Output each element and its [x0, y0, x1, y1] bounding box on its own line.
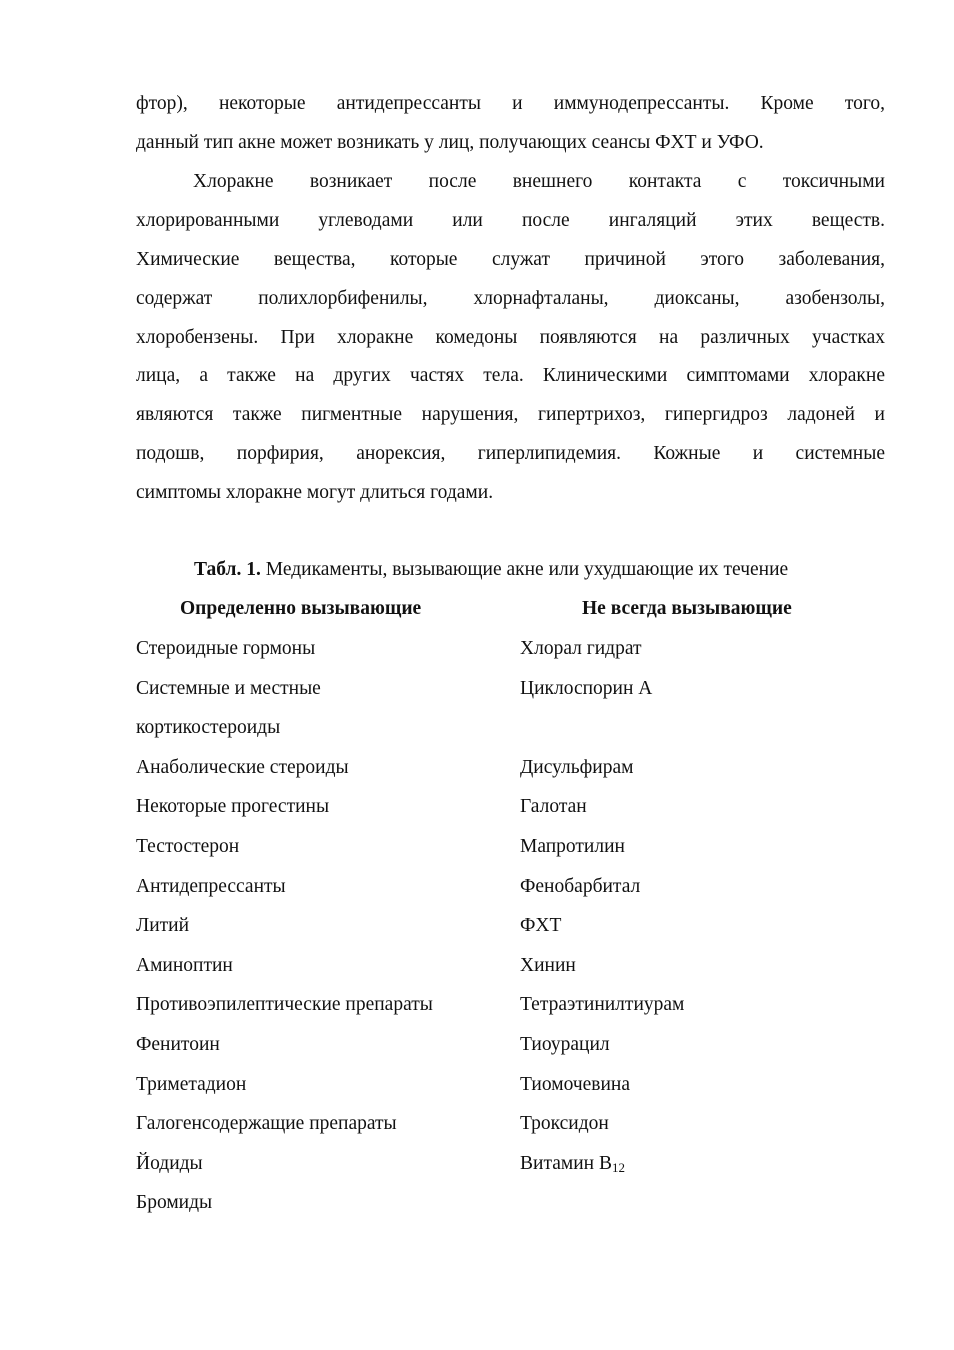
table-cell-vitamin: [520, 1144, 890, 1184]
paragraph-line: подошв, порфирия, анорексия, гиперлипидемия. Кожные и системные: [136, 443, 885, 465]
table-cell: Галотан: [520, 796, 587, 818]
table-cell: Триметадион: [136, 1073, 247, 1095]
table-cell: Аминоптин: [136, 954, 233, 976]
table-cell: Противоэпилептические препараты: [136, 994, 433, 1016]
table-cell: Тестостерон: [136, 835, 240, 857]
table-cell: Троксидон: [520, 1113, 609, 1135]
table-cell: Стероидные гормоны: [136, 638, 316, 659]
table-cell: Анаболические стероиды: [136, 756, 349, 778]
table-cell: Литий: [136, 915, 190, 937]
paragraph-1: [136, 85, 885, 163]
table-cell: Дисульфирам: [520, 756, 634, 778]
paragraph-line: являются также пигментные нарушения, гипертрихоз, гипергидроз ладоней и: [136, 404, 885, 426]
paragraph-line: Химические вещества, которые служат причиной этого заболевания,: [136, 248, 885, 270]
paragraph-line: фтор), некоторые антидепрессанты и иммунодепрессанты. Кроме того,: [136, 93, 885, 114]
table-cell: Фенобарбитал: [520, 875, 641, 897]
paragraph-line: хлоробензены. При хлоракне комедоны появляются на различных участках: [136, 326, 885, 348]
table-cell: Тиоурацил: [520, 1033, 610, 1055]
table-cell: Системные и местные кортикостероиды: [136, 677, 321, 739]
table-header-definite: Определенно вызывающие: [180, 598, 422, 619]
paragraph-line: хлорированными углеводами или после ингаляций этих веществ.: [136, 209, 885, 231]
paragraph-2: [136, 163, 885, 513]
paragraph-line: данный тип акне может возникать у лиц, получающих сеансы ФХТ и УФО.: [136, 131, 764, 153]
vitamin-subscript: 12: [611, 1159, 625, 1175]
table-header-not-always: Не всегда вызывающие: [582, 598, 792, 619]
table-cell: Тетраэтинилтиурам: [520, 994, 685, 1016]
table-cell: Фенитоин: [136, 1033, 220, 1055]
table-caption: [194, 551, 788, 589]
table-cell: Хлорал гидрат: [520, 638, 642, 659]
table-cell: Галогенсодержащие препараты: [136, 1113, 397, 1135]
paragraph-line: симптомы хлоракне могут длиться годами.: [136, 482, 494, 504]
table-cell: Тиомочевина: [520, 1073, 631, 1095]
table-cell: Некоторые прогестины: [136, 796, 330, 818]
table-caption-text: Медикаменты, вызывающие акне или ухудшающие их течение: [260, 559, 789, 580]
table-cell: Йодиды: [136, 1152, 203, 1174]
paragraph-line: Хлоракне возникает после внешнего контакта с токсичными: [193, 171, 885, 192]
table-cell: Бромиды: [136, 1192, 213, 1214]
table-cell: Мапротилин: [520, 835, 625, 857]
table-cell: ФХТ: [520, 915, 562, 937]
vitamin-name: Витамин B: [520, 1152, 612, 1174]
table-column-not-always: [520, 629, 890, 1183]
table-column-definite: [136, 629, 506, 1223]
paragraph-line: содержат полихлорбифенилы, хлорнафталаны, диоксаны, азобензолы,: [136, 287, 885, 309]
table-cell: [520, 708, 890, 748]
table-cell: Хинин: [520, 954, 576, 976]
table-cell: Антидепрессанты: [136, 875, 286, 897]
table-cell: Циклоспорин А: [520, 677, 653, 699]
paragraph-line: лица, а также на других частях тела. Клиническими симптомами хлоракне: [136, 365, 885, 387]
table-caption-label: Табл. 1.: [194, 559, 261, 580]
